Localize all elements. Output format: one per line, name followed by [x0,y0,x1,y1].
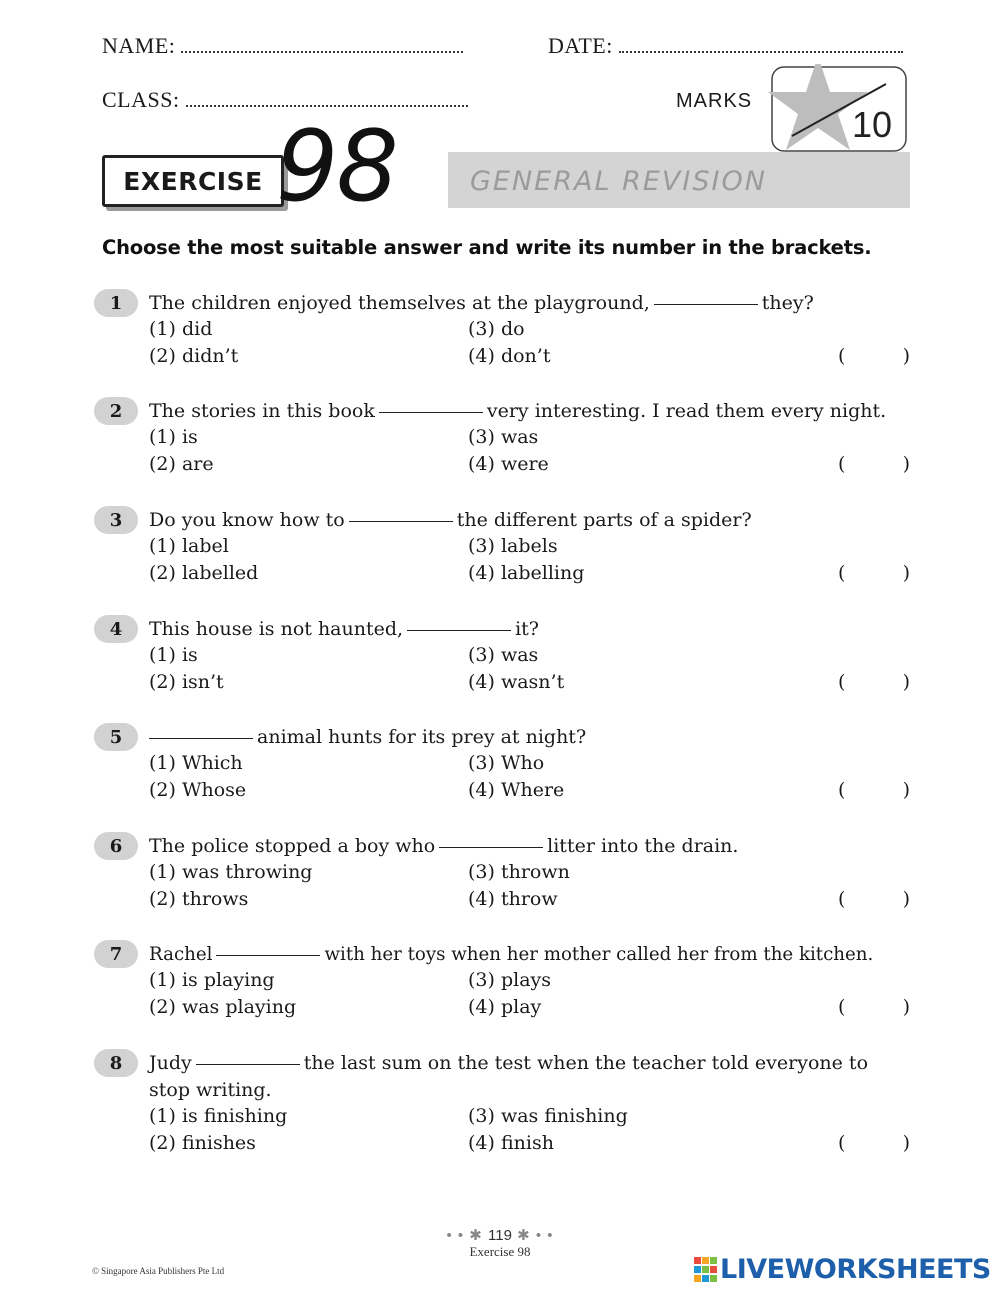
stem-after: animal hunts for its prey at night? [257,726,587,748]
marks-total: 10 [852,104,893,145]
question-stem [149,616,911,643]
answer-blank [379,411,483,413]
option-3: (3) plays [468,969,552,991]
option-2: (2) didn’t [149,345,239,367]
option-2: (2) finishes [149,1132,256,1154]
option-2: (2) labelled [149,562,259,584]
question-number-badge: 7 [94,940,138,968]
date-field [548,33,903,59]
option-4: (4) wasn’t [468,671,565,693]
answer-blank [196,1063,300,1065]
marks-box [668,64,910,154]
stem-before: The stories in this book [149,400,375,422]
question-number-badge: 4 [94,615,138,643]
option-3: (3) was finishing [468,1105,628,1127]
option-4: (4) play [468,996,542,1018]
option-4: (4) labelling [468,562,585,584]
answer-bracket[interactable]: ( ) [838,779,910,801]
answer-blank [439,846,543,848]
instructions: Choose the most suitable answer and write its number in the brackets. [102,236,872,259]
question-number-badge: 1 [94,289,138,317]
name-label: NAME: [102,33,176,58]
option-3: (3) was [468,426,539,448]
option-4: (4) don’t [468,345,551,367]
stem-after: it? [515,618,539,640]
exercise-number: 98 [276,110,397,224]
option-1: (1) Which [149,752,243,774]
option-2: (2) isn’t [149,671,224,693]
question-number-badge: 8 [94,1049,138,1077]
answer-blank [216,954,320,956]
option-4: (4) were [468,453,549,475]
name-field [102,33,463,59]
question-stem [149,290,911,317]
brand-name: LIVEWORKSHEETS [720,1254,991,1285]
stem-before: Judy [149,1052,192,1074]
page-number: • • ✱ 119 ✱ • • [446,1227,554,1244]
question-stem [149,724,911,751]
answer-blank [149,737,253,739]
option-4: (4) finish [468,1132,554,1154]
stem-after: very interesting. I read them every night. [486,400,887,422]
option-1: (1) did [149,318,213,340]
topic-title: GENERAL REVISION [470,166,767,197]
answer-bracket[interactable]: ( ) [838,671,910,693]
option-3: (3) do [468,318,525,340]
class-input-line[interactable] [186,91,468,107]
option-2: (2) throws [149,888,249,910]
topic-banner [448,152,910,208]
answer-bracket[interactable]: ( ) [838,1132,910,1154]
stem-after: the last sum on the test when the teacher told everyone to stop writing. [149,1052,869,1101]
date-input-line[interactable] [619,37,903,53]
question-number-badge: 2 [94,397,138,425]
question-stem [149,1050,911,1104]
marks-label: MARKS [676,90,753,112]
option-3: (3) thrown [468,861,570,883]
liveworksheets-logo-icon [694,1257,718,1283]
question-stem [149,507,911,534]
question-stem [149,833,911,860]
date-label: DATE: [548,33,613,58]
option-3: (3) Who [468,752,545,774]
question-number-badge: 3 [94,506,138,534]
stem-before: Do you know how to [149,509,345,531]
liveworksheets-brand[interactable] [694,1254,991,1285]
answer-bracket[interactable]: ( ) [838,453,910,475]
question-stem [149,398,911,425]
stem-after: the different parts of a spider? [456,509,752,531]
answer-blank [654,303,758,305]
question-number-badge: 5 [94,723,138,751]
class-label: CLASS: [102,87,180,112]
page-number-value: 119 [488,1227,512,1244]
page-caption: Exercise 98 [469,1244,531,1259]
option-3: (3) was [468,644,539,666]
answer-blank [349,520,453,522]
question-number-badge: 6 [94,832,138,860]
option-4: (4) Where [468,779,565,801]
option-1: (1) label [149,535,229,557]
option-1: (1) is playing [149,969,275,991]
option-2: (2) are [149,453,214,475]
name-input-line[interactable] [181,37,463,53]
stem-before: Rachel [149,944,213,965]
stem-after: with her toys when her mother called her from the kitchen. [324,944,874,965]
stem-after: litter into the drain. [547,835,739,857]
option-1: (1) is finishing [149,1105,288,1127]
option-2: (2) was playing [149,996,297,1018]
answer-bracket[interactable]: ( ) [838,996,910,1018]
option-1: (1) was throwing [149,861,313,883]
answer-bracket[interactable]: ( ) [838,888,910,910]
stem-before: This house is not haunted, [149,618,404,640]
answer-bracket[interactable]: ( ) [838,345,910,367]
answer-bracket[interactable]: ( ) [838,562,910,584]
option-2: (2) Whose [149,779,247,801]
copyright-notice: © Singapore Asia Publishers Pte Ltd [92,1266,225,1276]
exercise-tag [102,155,284,207]
option-1: (1) is [149,644,198,666]
option-1: (1) is [149,426,198,448]
exercise-label: EXERCISE [123,166,263,196]
answer-blank [407,629,511,631]
option-4: (4) throw [468,888,558,910]
stem-after: they? [761,292,814,314]
stem-before: The police stopped a boy who [149,835,436,857]
question-stem [149,941,911,968]
stem-before: The children enjoyed themselves at the playground, [149,292,650,314]
option-3: (3) labels [468,535,558,557]
